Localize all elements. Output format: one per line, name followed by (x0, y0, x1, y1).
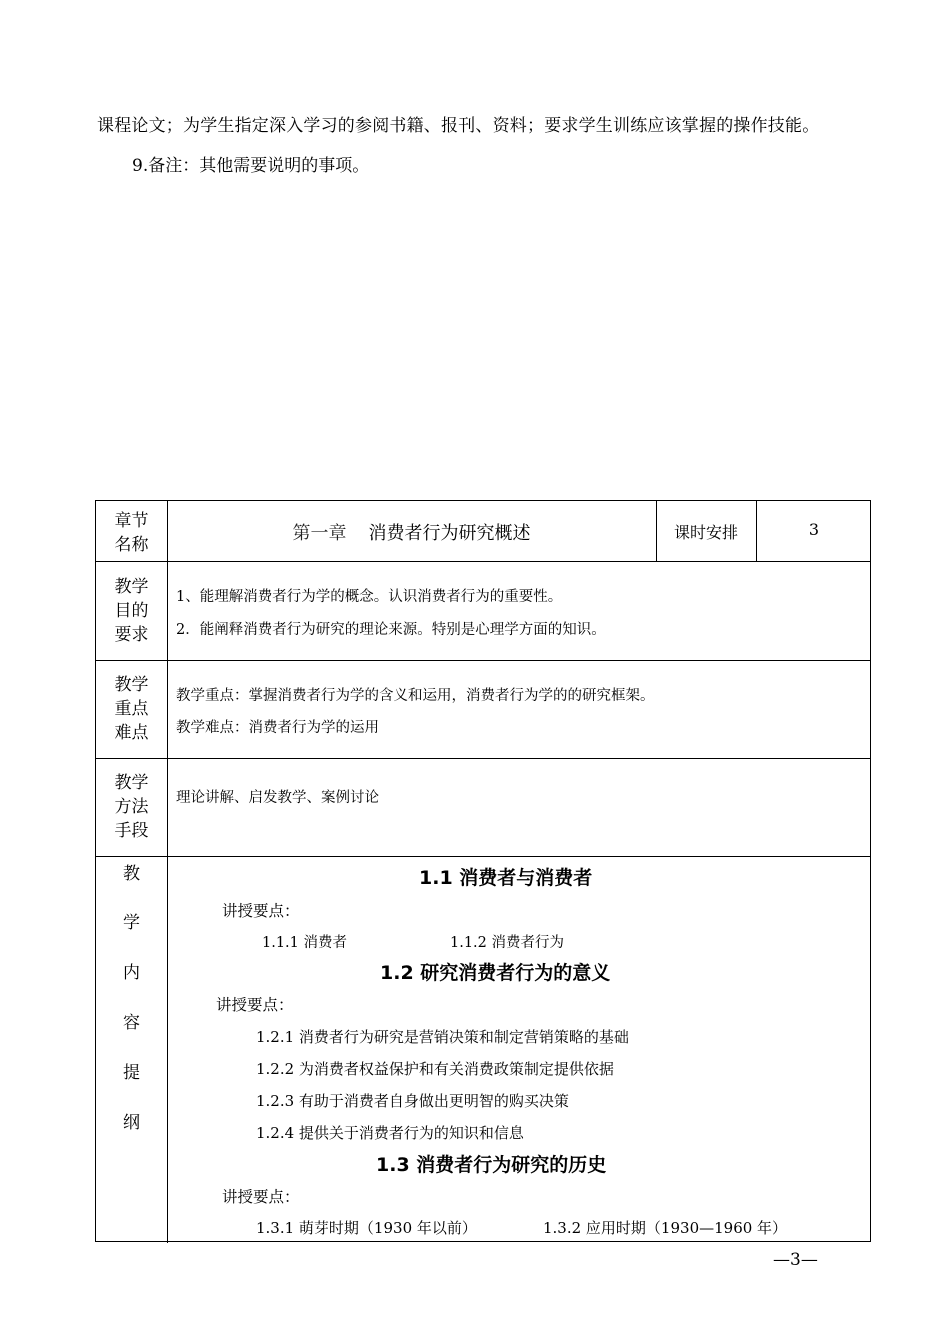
label-line: 方法 (114, 797, 149, 817)
outline-point: 1.2.4 提供关于消费者行为的知识和信息 (256, 1124, 524, 1142)
intro-paragraph-line: 课程论文；为学生指定深入学习的参阅书籍、报刊、资料；要求学生训练应该掌握的操作技能。 (97, 116, 820, 136)
chapter-title: 消费者行为研究概述 (368, 523, 531, 544)
objective-item: 1、能理解消费者行为学的概念。认识消费者行为的重要性。 (176, 589, 563, 605)
outline-label-char: 容 (123, 1013, 140, 1033)
label-line: 手段 (114, 821, 149, 841)
row-divider (96, 660, 870, 661)
label-line: 要求 (114, 625, 149, 645)
outline-point: 1.3.1 萌芽时期（1930 年以前） (256, 1219, 477, 1237)
outline-label-char: 教 (123, 864, 140, 884)
methods-content: 理论讲解、启发教学、案例讨论 (176, 790, 379, 806)
objective-item: 2．能阐释消费者行为研究的理论来源。特别是心理学方面的知识。 (176, 622, 606, 638)
section-heading: 1.1 消费者与消费者 (419, 867, 593, 889)
label-line: 目的 (114, 601, 149, 621)
outline-label-char: 内 (123, 963, 140, 983)
chapter-number: 第一章 (292, 523, 347, 544)
outline-point: 1.1.1 消费者 (262, 935, 348, 951)
label-line: 重点 (114, 699, 149, 719)
row-divider (96, 758, 870, 759)
outline-point: 1.3.2 应用时期（1930—1960 年） (543, 1219, 788, 1237)
points-label: 讲授要点： (222, 902, 300, 920)
intro-note-line: 9.备注：其他需要说明的事项。 (132, 156, 370, 176)
keypoints-label (96, 673, 167, 745)
row-divider (96, 561, 870, 562)
label-line: 教学 (114, 773, 149, 793)
methods-label (96, 771, 167, 843)
label-line: 教学 (114, 577, 149, 597)
hours-label: 课时安排 (673, 523, 738, 542)
outline-point: 1.2.1 消费者行为研究是营销决策和制定营销策略的基础 (256, 1028, 629, 1046)
chapter-label-line: 名称 (114, 535, 149, 555)
section-heading: 1.3 消费者行为研究的历史 (376, 1154, 607, 1176)
outline-label-char: 纲 (123, 1113, 140, 1133)
label-line: 教学 (114, 675, 149, 695)
outline-point: 1.2.3 有助于消费者自身做出更明智的购买决策 (256, 1092, 569, 1110)
label-line: 难点 (114, 723, 149, 743)
syllabus-table (95, 500, 871, 1242)
page-number: —3— (773, 1250, 818, 1270)
objectives-label (96, 575, 167, 647)
outline-label-char: 提 (123, 1063, 140, 1083)
chapter-label (96, 509, 167, 557)
section-heading: 1.2 研究消费者行为的意义 (380, 962, 611, 984)
key-point: 教学重点：掌握消费者行为学的含义和运用，消费者行为学的的研究框架。 (176, 688, 655, 704)
outline-label-char: 学 (123, 913, 140, 933)
points-label: 讲授要点： (216, 996, 294, 1014)
outline-point: 1.1.2 消费者行为 (450, 935, 565, 951)
chapter-label-line: 章节 (114, 511, 149, 531)
hours-value: 3 (808, 520, 820, 539)
column-divider (167, 501, 168, 1243)
outline-point: 1.2.2 为消费者权益保护和有关消费政策制定提供依据 (256, 1060, 614, 1078)
chapter-name (167, 519, 656, 545)
points-label: 讲授要点： (222, 1188, 300, 1206)
difficult-point: 教学难点：消费者行为学的运用 (176, 720, 379, 736)
row-divider (96, 856, 870, 857)
